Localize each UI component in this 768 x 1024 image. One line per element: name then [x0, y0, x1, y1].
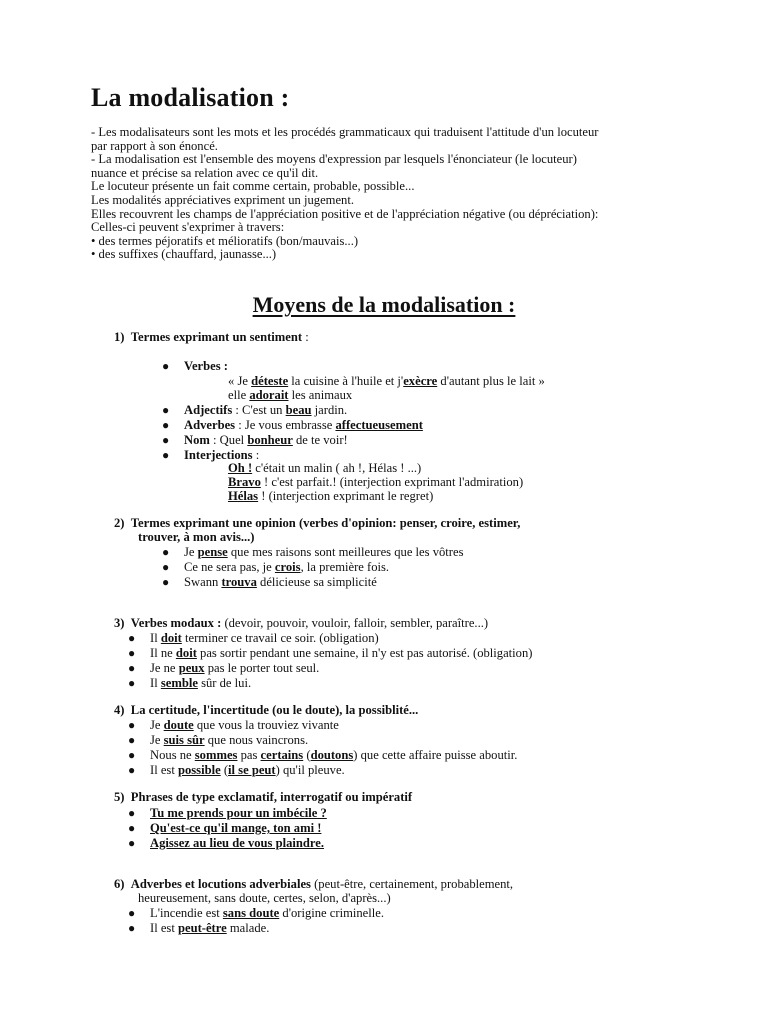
list-item — [184, 575, 377, 590]
bullet-icon: ● — [162, 448, 170, 462]
text: pas le porter tout seul. — [204, 661, 320, 675]
s6-heading-text: Adverbes et locutions adverbiales — [130, 877, 311, 891]
list-item — [184, 545, 463, 560]
text: ! (interjection exprimant le regret) — [258, 489, 434, 503]
keyword: doute — [163, 718, 194, 732]
text: elle — [228, 388, 250, 402]
keyword: déteste — [251, 374, 289, 388]
list-item — [150, 733, 308, 748]
keyword: doit — [160, 631, 182, 645]
keyword: semble — [160, 676, 198, 690]
label: Adjectifs — [184, 403, 233, 417]
text: : C'est un — [232, 403, 286, 417]
bullet-icon: ● — [128, 821, 136, 835]
list-item — [150, 806, 327, 821]
s1-verbes-example-1 — [228, 374, 545, 389]
intro-line: par rapport à son énoncé. — [91, 138, 218, 153]
bullet-icon: ● — [128, 718, 136, 732]
text: que nous vaincrons. — [204, 733, 309, 747]
keyword: Hélas — [228, 489, 259, 503]
bullet-icon: ● — [128, 921, 136, 935]
s2-heading-line-2 — [138, 530, 255, 545]
intro-line: Celles-ci peuvent s'exprimer à travers: — [91, 220, 285, 235]
bullet-icon: ● — [128, 836, 136, 850]
text: Je ne — [150, 661, 179, 675]
s2-heading-text: trouver, à mon avis...) — [138, 530, 255, 544]
text: ! c'est parfait.! (interjection exprimant l'admiration) — [260, 475, 524, 489]
keyword: doit — [175, 646, 197, 660]
label: Adverbes — [184, 418, 236, 432]
keyword: crois — [274, 560, 301, 574]
text: ) que cette affaire puisse aboutir. — [353, 748, 518, 762]
list-item — [150, 763, 345, 778]
text: Il est — [150, 921, 178, 935]
keyword: Bravo — [228, 475, 261, 489]
keyword: peux — [178, 661, 205, 675]
s1-interjection-line-2 — [228, 475, 523, 490]
s4-heading — [114, 703, 418, 718]
bullet-icon: ● — [128, 748, 136, 762]
list-item — [150, 921, 269, 936]
intro-line: - La modalisation est l'ensemble des moyens d'expression par lesquels l'énonciateur (le locuteur) — [91, 152, 577, 167]
text: : Quel — [209, 433, 248, 447]
list-item — [150, 646, 532, 661]
keyword: Agissez au lieu de vous plaindre. — [150, 836, 325, 850]
s1-heading-text: Termes exprimant un sentiment — [130, 330, 303, 344]
text: Je — [150, 733, 164, 747]
keyword: Tu me prends pour un imbécile ? — [150, 806, 327, 820]
bullet-icon: ● — [128, 631, 136, 645]
list-item — [150, 676, 251, 691]
bullet-icon: ● — [128, 646, 136, 660]
bullet-icon: ● — [162, 403, 170, 417]
text: Il ne — [150, 646, 176, 660]
bullet-icon: ● — [128, 763, 136, 777]
bullet-icon: ● — [128, 906, 136, 920]
list-item — [150, 836, 324, 851]
keyword: possible — [177, 763, 221, 777]
text: Il est — [150, 763, 178, 777]
keyword: bonheur — [247, 433, 293, 447]
s1-number: 1) — [114, 330, 125, 344]
text: pas — [237, 748, 261, 762]
text: de te voir! — [292, 433, 348, 447]
text: d'origine criminelle. — [279, 906, 384, 920]
s3-number: 3) — [114, 616, 125, 630]
keyword: peut-être — [177, 921, 227, 935]
label: Nom — [184, 433, 210, 447]
s1-adjectifs — [184, 403, 347, 418]
s1-heading — [114, 330, 309, 345]
s1-verbes-label — [184, 359, 228, 374]
s6-heading-line-2 — [138, 891, 391, 906]
s3-heading-text: Verbes modaux : — [130, 616, 222, 630]
s5-number: 5) — [114, 790, 125, 804]
list-item — [150, 661, 319, 676]
text: Il — [150, 676, 161, 690]
s2-heading — [114, 516, 520, 531]
text: terminer ce travail ce soir. (obligation) — [181, 631, 379, 645]
keyword: doutons — [310, 748, 354, 762]
s3-heading — [114, 616, 488, 631]
keyword: certains — [260, 748, 304, 762]
bullet-icon: ● — [162, 433, 170, 447]
intro-line: Le locuteur présente un fait comme certain, probable, possible... — [91, 179, 415, 194]
keyword: Qu'est-ce qu'il mange, ton ami ! — [150, 821, 322, 835]
list-item — [184, 560, 389, 575]
bullet-icon: ● — [162, 418, 170, 432]
s1-interjection-line-1 — [228, 461, 421, 476]
intro-line: nuance et précise sa relation avec ce qu'il dit. — [91, 165, 319, 180]
s5-heading — [114, 790, 412, 805]
s6-number: 6) — [114, 877, 125, 891]
text: Ce ne sera pas, je — [184, 560, 275, 574]
s1-interjection-line-3 — [228, 489, 433, 504]
intro-line: Elles recouvrent les champs de l'appréciation positive et de l'appréciation négative (ou dépréciation): — [91, 206, 599, 221]
intro-line: • des suffixes (chauffard, jaunasse...) — [91, 247, 277, 262]
text: Je — [150, 718, 164, 732]
text: heureusement, sans doute, certes, selon, d'après...) — [138, 891, 391, 905]
s6-heading — [114, 877, 513, 892]
keyword: Oh ! — [228, 461, 253, 475]
page-title: La modalisation : — [91, 83, 290, 112]
text: ( — [303, 748, 311, 762]
intro-paragraph — [91, 126, 691, 262]
text: ( — [220, 763, 229, 777]
text: L'incendie est — [150, 906, 223, 920]
intro-line: • des termes péjoratifs et mélioratifs (bon/mauvais...) — [91, 233, 359, 248]
section-title: Moyens de la modalisation : — [252, 292, 516, 317]
s2-number: 2) — [114, 516, 125, 530]
bullet-icon: ● — [128, 661, 136, 675]
bullet-icon: ● — [162, 359, 170, 373]
keyword: sommes — [194, 748, 238, 762]
s6-heading-tail: (peut-être, certainement, probablement, — [310, 877, 514, 891]
text: : Je vous embrasse — [235, 418, 336, 432]
text: pas sortir pendant une semaine, il n'y est pas autorisé. (obligation) — [196, 646, 533, 660]
text: Je — [184, 545, 198, 559]
text: Nous ne — [150, 748, 195, 762]
label: Interjections — [184, 448, 253, 462]
bullet-icon: ● — [128, 733, 136, 747]
keyword: suis sûr — [163, 733, 205, 747]
keyword: beau — [285, 403, 312, 417]
keyword: il se peut — [228, 763, 276, 777]
keyword: sans doute — [222, 906, 280, 920]
text: c'était un malin ( ah !, Hélas ! ...) — [252, 461, 422, 475]
text: sûr de lui. — [197, 676, 252, 690]
list-item — [150, 631, 379, 646]
s3-heading-tail: (devoir, pouvoir, vouloir, falloir, sembler, paraître...) — [221, 616, 489, 630]
text: la cuisine à l'huile et j' — [288, 374, 404, 388]
keyword: trouva — [221, 575, 257, 589]
text: jardin. — [311, 403, 348, 417]
verbes-label: Verbes : — [184, 359, 228, 373]
text: malade. — [226, 921, 270, 935]
list-item — [150, 748, 517, 763]
s2-heading-text: Termes exprimant une opinion (verbes d'opinion: penser, croire, estimer, — [130, 516, 521, 530]
text: que vous la trouviez vivante — [193, 718, 339, 732]
text: délicieuse sa simplicité — [256, 575, 377, 589]
keyword: adorait — [249, 388, 289, 402]
text: que mes raisons sont meilleures que les vôtres — [227, 545, 464, 559]
list-item — [150, 718, 339, 733]
text: : — [252, 448, 260, 462]
s4-heading-text: La certitude, l'incertitude (ou le doute), la possiblité... — [130, 703, 419, 717]
keyword: affectueusement — [335, 418, 423, 432]
s1-nom — [184, 433, 348, 448]
bullet-icon: ● — [162, 575, 170, 589]
keyword: exècre — [403, 374, 438, 388]
s4-number: 4) — [114, 703, 125, 717]
bullet-icon: ● — [162, 560, 170, 574]
s1-heading-tail: : — [302, 330, 309, 344]
bullet-icon: ● — [162, 545, 170, 559]
s1-adverbes — [184, 418, 423, 433]
intro-line: - Les modalisateurs sont les mots et les procédés grammaticaux qui traduisent l'attitude d'un locuteur — [91, 125, 599, 139]
text: Swann — [184, 575, 222, 589]
s1-verbes-example-2 — [228, 388, 352, 403]
text: ) qu'il pleuve. — [275, 763, 345, 777]
text: Il — [150, 631, 161, 645]
intro-line: Les modalités appréciatives expriment un jugement. — [91, 192, 354, 207]
text: « Je — [228, 374, 252, 388]
keyword: pense — [197, 545, 228, 559]
s5-heading-text: Phrases de type exclamatif, interrogatif ou impératif — [130, 790, 413, 804]
bullet-icon: ● — [128, 806, 136, 820]
text: , la première fois. — [300, 560, 390, 574]
text: d'autant plus le lait » — [437, 374, 545, 388]
text: les animaux — [288, 388, 353, 402]
bullet-icon: ● — [128, 676, 136, 690]
list-item — [150, 906, 384, 921]
list-item — [150, 821, 321, 836]
